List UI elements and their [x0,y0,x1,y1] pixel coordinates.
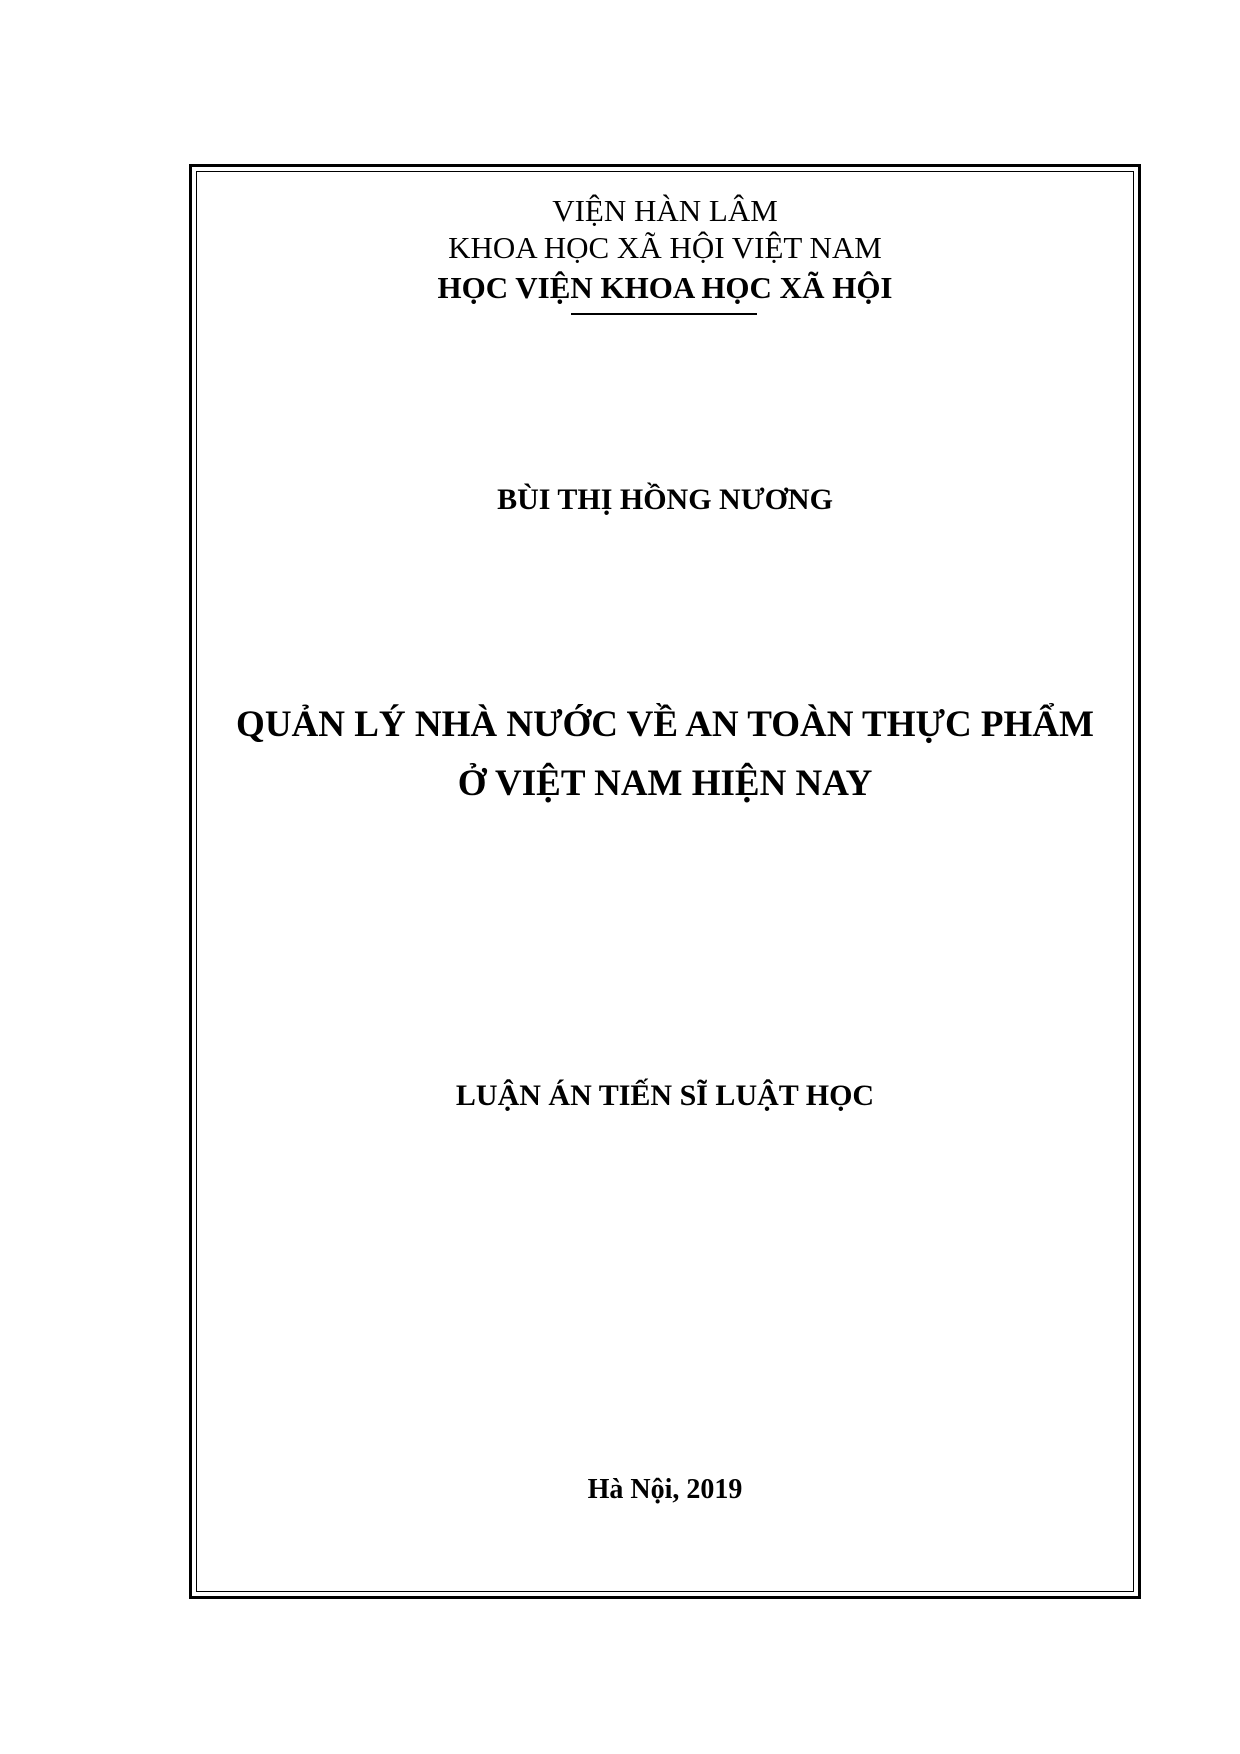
thesis-title-line-2: Ở VIỆT NAM HIỆN NAY [457,763,873,804]
degree-label: LUẬN ÁN TIẾN SĨ LUẬT HỌC [455,1079,875,1112]
author-name: BÙI THỊ HỒNG NƯƠNG [497,483,833,516]
institution-line-3: HỌC VIỆN KHOA HỌC XÃ HỘI [437,270,893,305]
institution-line-1: VIỆN HÀN LÂM [552,193,778,228]
page-border-inner [196,171,1134,1592]
place-year: Hà Nội, 2019 [587,1474,743,1505]
thesis-title-line-1: QUẢN LÝ NHÀ NƯỚC VỀ AN TOÀN THỰC PHẨM [236,704,1094,745]
institution-line-2: KHOA HỌC XÃ HỘI VIỆT NAM [448,230,882,265]
header-divider [571,313,757,315]
